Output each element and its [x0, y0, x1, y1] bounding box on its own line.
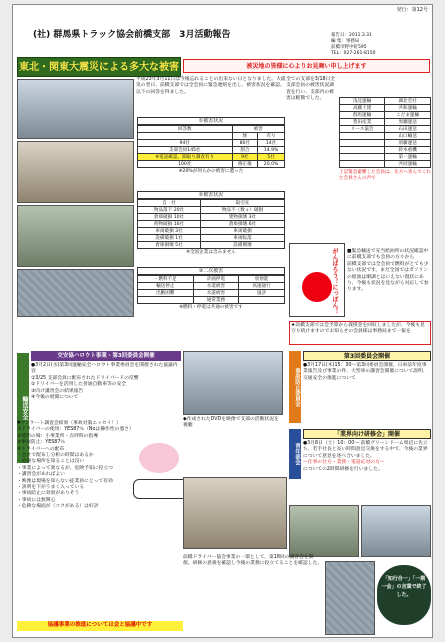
- survey-item: ・講習会があればよい: [17, 472, 65, 478]
- cell: 高藤土建: [340, 105, 385, 112]
- safety-item: ③向け講習会の結果報告: [31, 388, 84, 394]
- driver-bubble: [133, 479, 189, 499]
- survey-item: ④ドライバーへの配布: [17, 446, 65, 452]
- survey-item: ①ドライバーの使用：YES87％（Noは操作性の悪さ）: [17, 427, 134, 433]
- affect-header: ③二次被害: [137, 267, 285, 275]
- cell: 黒瀬運送: [385, 119, 431, 126]
- safety-body: [31, 363, 181, 401]
- survey-item: ・説明を下がうまく入っている: [17, 485, 85, 491]
- survey-item: ・危険な場所を知ることは良い: [17, 459, 85, 465]
- cell: 計画停電: [193, 276, 239, 283]
- damage-table-1: [137, 117, 285, 174]
- dvd-photo: [183, 351, 283, 415]
- cell: 物品不（数ヵ）破損: [201, 207, 285, 214]
- cell: 水道被害: [193, 283, 239, 290]
- newsletter-page: [12, 4, 433, 638]
- youth-text-2: についての2時間研修を行いました。: [303, 466, 383, 472]
- cell: 無: [232, 133, 258, 140]
- issue-number: 発行：第12号: [396, 7, 428, 13]
- youth-subtitle: ～仕事の仕方・業務・電話応対の方～: [303, 460, 385, 466]
- cell: ・燃料不足: [138, 276, 194, 283]
- cell: [138, 133, 233, 140]
- cell: 共同運輸: [385, 161, 431, 168]
- cell: [340, 161, 385, 168]
- cell: 設備破損 1社: [138, 235, 201, 242]
- cell: 共和運輸: [385, 105, 431, 112]
- cell: 倉庫損壊 5社: [138, 242, 201, 249]
- cell: 水道被害: [193, 290, 239, 297]
- accident-label: 事故防止委員会: [289, 351, 301, 423]
- ganbaro-slogan: がんばろう！にっぽん！: [331, 248, 338, 314]
- fuel-queue-photo: [17, 141, 134, 203]
- survey-item: ・事故には無関心: [17, 497, 56, 503]
- cell: 浅見運輸: [340, 98, 385, 105]
- cell: [340, 140, 385, 147]
- cell: 高速通行: [239, 283, 285, 290]
- affect-note: ※燃料・停電は共通の被害です: [179, 305, 243, 310]
- survey-item: ③事故防止：YES87％: [17, 440, 66, 446]
- meta-line: 前橋市野中町595: [331, 45, 367, 50]
- page-title: (社) 群馬県トラック協会前橋支部 3月活動報告: [33, 30, 231, 40]
- appeal-head: ■緊急輸送で充当給油所の状況確認中に前橋支部でも会員の方々から: [347, 249, 429, 261]
- cell: 支部会員145社: [138, 147, 233, 154]
- col-header: 回答数: [138, 126, 233, 133]
- damage-header: ①被害状況: [137, 117, 285, 125]
- col-header: 被害: [232, 126, 284, 133]
- quote-bubble: 「知行合一」「一期一会」の言葉で終了した。: [377, 565, 431, 625]
- safety-footer: 協議事業の推進については会と協議中です: [17, 621, 183, 631]
- cell: 100社: [138, 161, 233, 168]
- japan-flag-box: [289, 243, 345, 317]
- meta-line: 編 集：事務局: [331, 39, 360, 44]
- seminar-photo-2: [361, 505, 431, 557]
- col-header: 取引先: [201, 200, 285, 207]
- cell: 5社: [258, 154, 285, 161]
- report-meta: [331, 33, 431, 57]
- cell: 有り: [258, 133, 285, 140]
- seminar-photo-1: [289, 505, 359, 557]
- cell: ※電話確認、聞取り調査有り: [138, 154, 233, 161]
- cell: [340, 154, 385, 161]
- jobs-text: 前橋ドライバー協会事業の一環として、第18回の講習会を開催。研修の意義を確認し今後の業務に役立てることを確認した。: [183, 555, 323, 567]
- convoy-photo: [17, 205, 134, 267]
- cell: 風評: [239, 290, 285, 297]
- cell: 輸送停止: [138, 283, 194, 290]
- survey-block: [17, 421, 137, 511]
- survey-item: ・映像は現場を知らない従業員にとって有効: [17, 478, 113, 484]
- cell: 鈴木重機: [385, 147, 431, 154]
- cell: 9社: [232, 154, 258, 161]
- member-list: [339, 97, 431, 182]
- damage-table-2: [137, 191, 285, 255]
- col-header: 自 社: [138, 200, 201, 207]
- cell: こだま運輸: [385, 112, 431, 119]
- cell: 設備倒壊: [201, 242, 285, 249]
- survey-head: ▼アンケート調査会結果（事故対策エッセイ！）: [17, 421, 121, 426]
- accident-body: ●3月17日(木)15：30～第3回委員会開催、日車前年度事業報告及び事業の件、大型車の講習会開催について説明、交通安全の推進について: [303, 363, 428, 381]
- cell: 車両破損 3社: [138, 228, 201, 235]
- cell: 車両転落: [201, 235, 285, 242]
- cell: 荷物破損 16社: [138, 221, 201, 228]
- appeal-body: 前橋支部では全会員で燃料がとても少ない状況です。まだ全国ではガソリンの給油は順調とはいえない現状にあり、今後も状況を見ながら対応して参ります。: [347, 261, 429, 293]
- survey-item: ・事業によって異なるが、危険予知に役立つ: [17, 465, 113, 471]
- rising-sun-icon: [302, 272, 332, 302]
- cell: 80社: [232, 140, 258, 147]
- safety-item: ④今後の展開について: [31, 395, 79, 401]
- meta-line: 報告日：2011.3.31: [331, 33, 372, 38]
- cell: 豊田産業: [340, 119, 385, 126]
- cell: 修正後: [232, 161, 258, 168]
- cell: 放射能: [239, 276, 285, 283]
- cell: 須藤運送: [385, 140, 431, 147]
- damage2-header: ②被害状況: [137, 191, 285, 199]
- youth-label: 青年部会: [289, 429, 301, 479]
- youth-text: ●3月8日（土）10：00～ 前橋グリーンドーム周辺に先立ち、若手社長と長い時間意見交換をする中で、今後の業界について意見を述べ合いました。: [303, 441, 428, 459]
- cell: 94社: [138, 140, 233, 147]
- disaster-banner: 東北・関東大震災による多大な被害: [17, 57, 181, 77]
- sympathy-headline: 被災地の皆様に心よりお見舞い申し上げます: [183, 59, 430, 73]
- cell: 物品落下 20社: [138, 207, 201, 214]
- survey-item: ・会社で配布し分析の時間はあるか: [17, 453, 94, 459]
- survey-item: ・事故防止に効果がありそう: [17, 491, 80, 497]
- survey-item: ・危険な場面が（コクがある）は好評: [17, 504, 99, 510]
- cell: [239, 297, 285, 304]
- youth-header: 「業界向け研修会」開催: [303, 429, 431, 439]
- cell: 群馬運輸: [340, 112, 385, 119]
- truck-photo: [17, 269, 134, 317]
- survey-item: ②使用の場：小事業所・点呼時の指導: [17, 433, 99, 439]
- cell: 14社: [258, 140, 285, 147]
- safety-label: 輸送安全: [17, 353, 29, 463]
- youth-body: [303, 441, 431, 473]
- safety-item: ②ドリイバーを活用した普通自動車等の安全: [31, 382, 127, 388]
- cell: 14.9%: [258, 147, 285, 154]
- cell: リース協会: [340, 126, 385, 133]
- lead-paragraph: 平成23年3月11日は今後忘れることの出来ない日となりました。大震災の翌日、前橋支部では全会員に緊急連絡を出し、被害状況を確認。以下の回答を得ました。: [136, 77, 286, 95]
- cell: [340, 147, 385, 154]
- appeal-text: [347, 249, 431, 294]
- cell: 湖北会社: [385, 98, 431, 105]
- cell: 第一運輸: [385, 154, 431, 161]
- thanks-box: ★前橋支部では会予算から義援金を回収しましたが、今後も見守り続けますのでお知らせの会員様は事務局まで一報を: [289, 321, 431, 345]
- damage-note: ※20%が何らかの被害に遭った: [178, 169, 244, 174]
- traffic-jam-photo: [17, 79, 134, 139]
- cell: 20.0%: [258, 161, 285, 168]
- meeting-photo: [183, 477, 287, 549]
- damage2-note: ※全国企業は含みません: [186, 250, 236, 255]
- cell: 建物損壊 3社: [201, 214, 285, 221]
- secondary-effects: [137, 267, 285, 310]
- accident-header: 第3回委員会開催: [303, 351, 431, 361]
- list-note: 上記緊急避難した会員は、先方へ喜んでくれた会員さんの声で: [339, 170, 431, 181]
- lecture-photo: [325, 561, 375, 635]
- cell: 出勤困難: [138, 290, 194, 297]
- side-note: 全ての支部を3/18日全支部会員の被害状況調査を行い、支部内の被害は軽微でした。: [286, 77, 336, 102]
- safety-item: ①3/25 支部会員に配布されたドリイバードの反響: [31, 375, 139, 381]
- cell: 山口輸送: [385, 133, 431, 140]
- cell: 割合: [232, 147, 258, 154]
- safety-intro: ●3月2日(水)第3回運輸安全ハロウト事業委員会を開催された協議内容: [31, 363, 178, 375]
- cell: 石田運送: [385, 126, 431, 133]
- cell: 車両破損: [201, 228, 285, 235]
- cell: [138, 297, 194, 304]
- safety-header: 交安協ハロウト事業・第3回委員会開催: [31, 351, 181, 361]
- meta-line: TEL：027-261-8150: [331, 51, 376, 56]
- cell: 通常業務: [193, 297, 239, 304]
- cell: 倉庫損壊 6社: [201, 221, 285, 228]
- dvd-caption: ◆作成されたDVDを映像で支部の活動状況を視聴: [183, 417, 279, 429]
- flower-decoration: [139, 443, 179, 473]
- cell: [340, 133, 385, 140]
- cell: 倉庫破損 10社: [138, 214, 201, 221]
